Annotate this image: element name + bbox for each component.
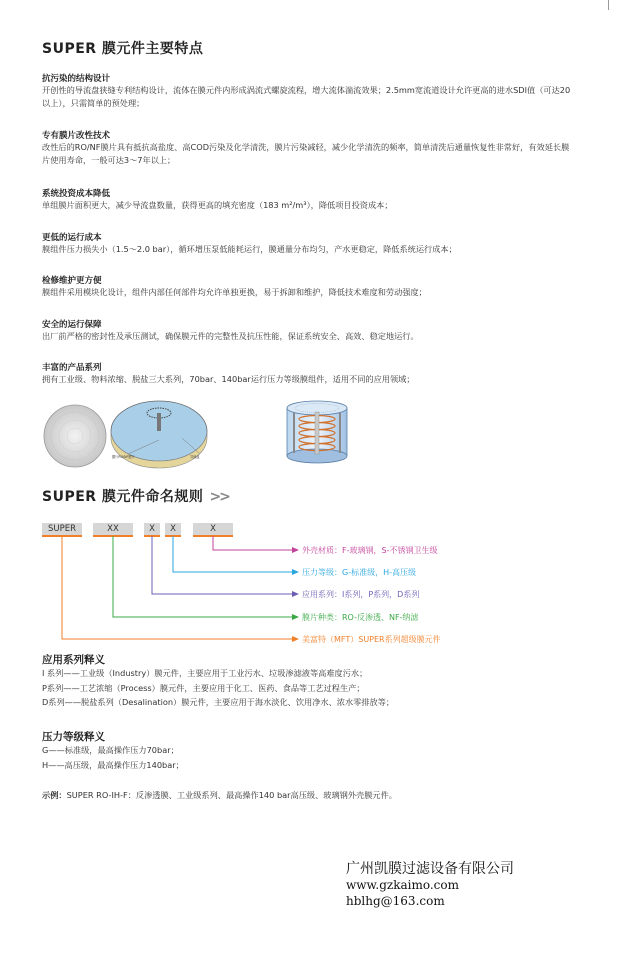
membrane-disc-illustration [40, 398, 220, 470]
disc-label-left: 膜片RO/NF膜片 [112, 455, 135, 459]
legend-shell-material: 外壳材质：F-玻璃钢，S-不锈钢卫生级 [302, 546, 438, 555]
company-name: 广州凯膜过滤设备有限公司 [346, 861, 514, 877]
legend-pressure-level: 压力等级：G-标准级，H-高压级 [302, 568, 416, 577]
app-series-line-3: D系列——脱盐系列（Desalination）膜元件，主要应用于海水淡化、饮用净水、浓水零排放等； [42, 697, 395, 707]
feature-4-title: 更低的运行成本 [42, 233, 102, 243]
example-line [42, 790, 397, 801]
app-series-heading: 应用系列释义 [42, 654, 105, 666]
naming-box-series: X [144, 523, 160, 537]
company-email: hblhg@163.com [346, 894, 445, 908]
feature-5-text: 膜组件采用模块化设计，组件内部任何部件均允许单独更换，易于拆卸和维护，降低技术难度和劳动强度； [42, 287, 427, 297]
feature-7-text: 拥有工业级、物料浓缩、脱盐三大系列，70bar、140bar运行压力等级膜组件，适用不同的应用领域； [42, 374, 415, 384]
naming-box-shell: X [193, 523, 233, 537]
feature-7-title: 丰富的产品系列 [42, 363, 102, 373]
pressure-line-2: H——高压级，最高操作压力140bar； [42, 760, 184, 770]
example-label: 示例： [42, 790, 67, 800]
pressure-line-1: G——标准级，最高操作压力70bar； [42, 745, 179, 755]
naming-box-brand: SUPER [42, 523, 82, 537]
naming-box-pressure: X [165, 523, 181, 537]
feature-1-title: 抗污染的结构设计 [42, 74, 111, 84]
pressure-heading: 压力等级释义 [42, 731, 105, 743]
feature-1-text: 开创性的导流盘狭缝专利结构设计，流体在膜元件内形成涡流式螺旋流程，增大流体湍流效果；2.5mm宽流道设计允许更高的进水SDI值（可达20以上），只需简单的预处理； [42, 85, 571, 108]
feature-2-text: 改性后的RO/NF膜片具有抵抗高盐度、高COD污染及化学清洗，膜片污染减轻，减少化学清洗的频率，简单清洗后通量恢复性非常好，有效延长膜片使用寿命，一般可达3～7年以上； [42, 142, 570, 165]
feature-6-title: 安全的运行保障 [42, 320, 102, 330]
feature-2-title: 专有膜片改性技术 [42, 131, 111, 141]
naming-heading-text: SUPER 膜元件命名规则 [42, 489, 204, 505]
naming-heading [42, 486, 229, 506]
app-series-line-2: P系列——工艺浓缩（Process）膜元件，主要应用于化工、医药、食品等工艺过程生产； [42, 683, 365, 693]
feature-6-text: 出厂前严格的密封性及承压测试，确保膜元件的完整性及抗压性能，保证系统安全、高效、稳定地运行。 [42, 331, 419, 341]
disc-label-right: 导流盘 [190, 455, 200, 459]
legend-brand: 美富特（MFT）SUPER系列超级膜元件 [302, 635, 441, 644]
double-chevron-icon: >> [209, 489, 229, 505]
membrane-module-illustration [282, 398, 352, 468]
example-text: SUPER RO-IH-F：反渗透膜、工业级系列、最高操作140 bar高压级、玻璃钢外壳膜元件。 [66, 790, 397, 800]
company-website: www.gzkaimo.com [346, 878, 460, 892]
feature-3-title: 系统投资成本降低 [42, 189, 111, 199]
corner-mark [608, 0, 609, 10]
feature-3-text: 单组膜片面积更大，减少导流盘数量，获得更高的填充密度（183 m²/m³），降低项目投资成本； [42, 200, 393, 210]
naming-box-membrane-type: XX [93, 523, 133, 537]
legend-application-series: 应用系列：I系列，P系列，D系列 [302, 590, 420, 599]
features-heading: SUPER 膜元件主要特点 [42, 41, 204, 57]
feature-5-title: 检修维护更方便 [42, 276, 102, 286]
app-series-line-1: I 系列——工业级（Industry）膜元件，主要应用于工业污水、垃圾渗滤液等高难度污水； [42, 668, 368, 678]
feature-4-text: 膜组件压力损失小（1.5～2.0 bar），循环增压泵低能耗运行，膜通量分布均匀，产水更稳定，降低系统运行成本； [42, 244, 457, 254]
legend-membrane-type: 膜片种类：RO-反渗透、NF-纳滤 [302, 613, 419, 622]
